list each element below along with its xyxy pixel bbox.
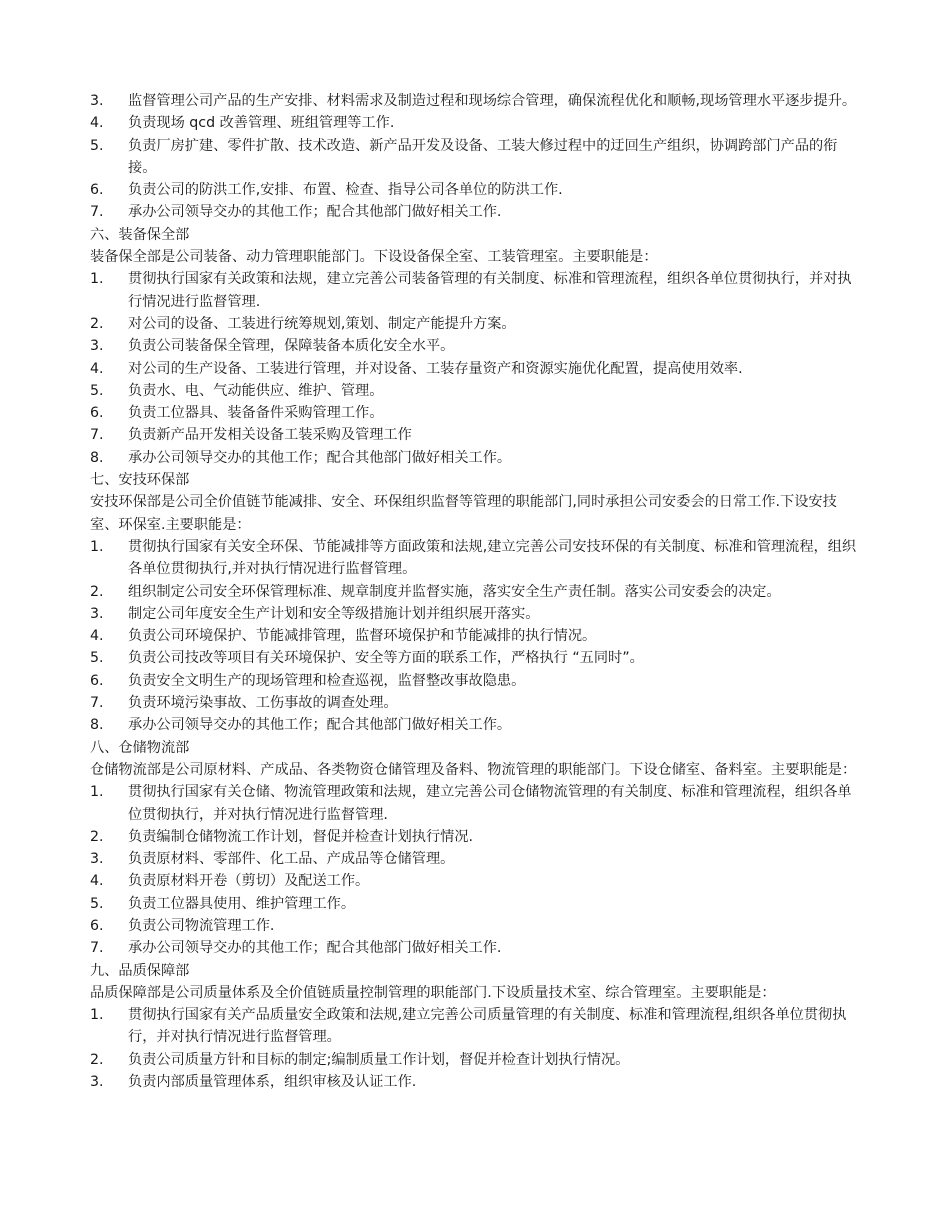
- list-item: [90, 201, 862, 223]
- list-item-text: 负责新产品开发相关设备工装采购及管理工作: [128, 427, 412, 444]
- list-item-text: 负责安全文明生产的现场管理和检查巡视，监督整改事故隐患。: [128, 672, 526, 689]
- list-item: [90, 358, 862, 380]
- list-item-number: 4.: [90, 360, 104, 377]
- list-item-text: 负责原材料、零部件、化工品、产成品等仓储管理。: [128, 851, 455, 868]
- list-item-number: 3.: [90, 605, 104, 622]
- list-item: [90, 937, 862, 959]
- list-item: [90, 447, 862, 469]
- list-item-text: 负责公司质量方针和目标的制定;编制质量工作计划，督促并检查计划执行情况。: [128, 1051, 630, 1068]
- list-item-number: 6.: [90, 672, 104, 689]
- list-item-text: 负责环境污染事故、工伤事故的调查处理。: [128, 695, 398, 712]
- list-item: [90, 1049, 862, 1071]
- section-intro-paragraph: 装备保全部是公司装备、动力管理职能部门。下设设备保全室、工装管理室。主要职能是：: [90, 249, 658, 266]
- list-item-text: 贯彻执行国家有关产品质量安全政策和法规,建立完善公司质量管理的有关制度、标准和管理流程,组织各单位贯彻执行，并对执行情况进行监督管理。: [128, 1007, 847, 1046]
- list-item: [90, 893, 862, 915]
- list-item: [90, 581, 862, 603]
- list-item-number: 1.: [90, 538, 104, 555]
- list-item-text: 负责内部质量管理体系，组织审核及认证工作.: [128, 1074, 417, 1091]
- section-heading: 六、装备保全部: [90, 226, 190, 243]
- list-item-number: 3.: [90, 93, 104, 109]
- list-item: [90, 603, 862, 625]
- list-item-text: 组织制定公司安全环保管理标准、规章制度并监督实施，落实安全生产责任制。落实公司安委会的决定。: [128, 583, 781, 600]
- list-item-text: 承办公司领导交办的其他工作；配合其他部门做好相关工作.: [128, 204, 502, 221]
- list-item-number: 3.: [90, 851, 104, 868]
- list-item-text: 负责水、电、气动能供应、维护、管理。: [128, 382, 384, 399]
- list-item-text: 负责工位器具使用、维护管理工作。: [128, 895, 356, 912]
- list-item-number: 6.: [90, 917, 104, 934]
- list-item: [90, 112, 862, 134]
- list-item-number: 4.: [90, 873, 104, 890]
- section-heading: 七、安技环保部: [90, 472, 190, 489]
- list-item-number: 1.: [90, 1007, 104, 1024]
- list-item: [90, 625, 862, 647]
- list-item-text: 承办公司领导交办的其他工作；配合其他部门做好相关工作。: [128, 717, 512, 734]
- list-item-text: 贯彻执行国家有关政策和法规，建立完善公司装备管理的有关制度、标准和管理流程，组织各单位贯彻执行，并对执行情况进行监督管理.: [128, 271, 852, 310]
- list-item: [90, 647, 862, 669]
- list-item-number: 4.: [90, 115, 104, 132]
- list-item-number: 2.: [90, 583, 104, 600]
- list-item-number: 1.: [90, 271, 104, 288]
- list-item-number: 7.: [90, 204, 104, 221]
- list-item-text: 负责编制仓储物流工作计划，督促并检查计划执行情况.: [128, 828, 474, 845]
- section-intro-paragraph: 安技环保部是公司全价值链节能减排、安全、环保组织监督等管理的职能部门,同时承担公司安委会的日常工作.下设安技室、环保室.主要职能是：: [90, 494, 837, 533]
- list-item-number: 8.: [90, 449, 104, 466]
- list-item: [90, 670, 862, 692]
- list-item-text: 负责厂房扩建、零件扩散、技术改造、新产品开发及设备、工装大修过程中的迂回生产组织，协调跨部门产品的衔接。: [128, 137, 838, 176]
- list-item: [90, 781, 862, 826]
- list-item-text: 负责现场 qcd 改善管理、班组管理等工作.: [128, 115, 395, 132]
- list-item-number: 5.: [90, 137, 104, 154]
- section-heading: 八、仓储物流部: [90, 739, 190, 756]
- list-item-text: 贯彻执行国家有关安全环保、节能减排等方面政策和法规,建立完善公司安技环保的有关制度、标准和管理流程，组织各单位贯彻执行,并对执行情况进行监督管理。: [128, 538, 857, 578]
- list-item-number: 6.: [90, 182, 104, 199]
- list-item-text: 监督管理公司产品的生产安排、材料需求及制造过程和现场综合管理，确保流程优化和顺畅,现场管理水平逐步提升。: [128, 93, 857, 109]
- list-item-text: 负责公司物流管理工作.: [128, 917, 275, 934]
- list-item-text: 对公司的设备、工装进行统筹规划,策划、制定产能提升方案。: [128, 315, 516, 332]
- list-item-number: 8.: [90, 717, 104, 734]
- list-item: [90, 870, 862, 892]
- list-item-number: 7.: [90, 427, 104, 444]
- list-item-number: 5.: [90, 895, 104, 912]
- section-intro-paragraph: 品质保障部是公司质量体系及全价值链质量控制管理的职能部门.下设质量技术室、综合管理室。主要职能是：: [90, 984, 776, 1001]
- section-heading: 九、品质保障部: [90, 962, 190, 979]
- list-item-text: 承办公司领导交办的其他工作；配合其他部门做好相关工作。: [128, 449, 512, 466]
- list-item-number: 2.: [90, 828, 104, 845]
- list-item-number: 3.: [90, 1074, 104, 1091]
- list-item-number: 5.: [90, 650, 104, 667]
- list-item: [90, 90, 862, 112]
- list-item: [90, 179, 862, 201]
- list-item: [90, 424, 862, 446]
- list-item: [90, 1071, 862, 1093]
- list-item-number: 3.: [90, 338, 104, 355]
- list-item: [90, 335, 862, 357]
- list-item-number: 4.: [90, 628, 104, 645]
- list-item: [90, 268, 862, 313]
- list-item: [90, 826, 862, 848]
- list-item-text: 负责公司的防洪工作,安排、布置、检查、指导公司各单位的防洪工作.: [128, 182, 563, 199]
- list-item-text: 负责公司环境保护、节能减排管理，监督环境保护和节能减排的执行情况。: [128, 628, 597, 645]
- list-item: [90, 714, 862, 736]
- list-item: [90, 313, 862, 335]
- list-item-text: 负责原材料开卷（剪切）及配送工作。: [128, 873, 370, 890]
- list-item: [90, 402, 862, 424]
- list-item: [90, 1004, 862, 1049]
- list-item: [90, 380, 862, 402]
- list-item-number: 2.: [90, 315, 104, 332]
- list-item-text: 贯彻执行国家有关仓储、物流管理政策和法规，建立完善公司仓储物流管理的有关制度、标准和管理流程，组织各单位贯彻执行，并对执行情况进行监督管理.: [128, 784, 852, 823]
- list-item-number: 7.: [90, 940, 104, 957]
- list-item-number: 1.: [90, 784, 104, 801]
- list-item: [90, 135, 862, 180]
- document-body: [90, 90, 862, 1093]
- list-item-text: 承办公司领导交办的其他工作；配合其他部门做好相关工作.: [128, 940, 502, 957]
- list-item: [90, 915, 862, 937]
- list-item-text: 负责工位器具、装备备件采购管理工作。: [128, 405, 384, 422]
- list-item-number: 6.: [90, 405, 104, 422]
- list-item-number: 7.: [90, 695, 104, 712]
- list-item: [90, 848, 862, 870]
- list-item-number: 2.: [90, 1051, 104, 1068]
- list-item-number: 5.: [90, 382, 104, 399]
- list-item-text: 制定公司年度安全生产计划和安全等级措施计划并组织展开落实。: [128, 605, 540, 622]
- list-item-text: 负责公司技改等项目有关环境保护、安全等方面的联系工作，严格执行 “五同时”。: [128, 650, 644, 667]
- list-item: [90, 692, 862, 714]
- section-intro-paragraph: 仓储物流部是公司原材料、产成品、各类物资仓储管理及备料、物流管理的职能部门。下设仓储室、备料室。主要职能是：: [90, 761, 857, 778]
- list-item-text: 负责公司装备保全管理，保障装备本质化安全水平。: [128, 338, 455, 355]
- list-item-text: 对公司的生产设备、工装进行管理，并对设备、工装存量资产和资源实施优化配置，提高使用效率.: [128, 360, 743, 377]
- list-item: [90, 536, 862, 581]
